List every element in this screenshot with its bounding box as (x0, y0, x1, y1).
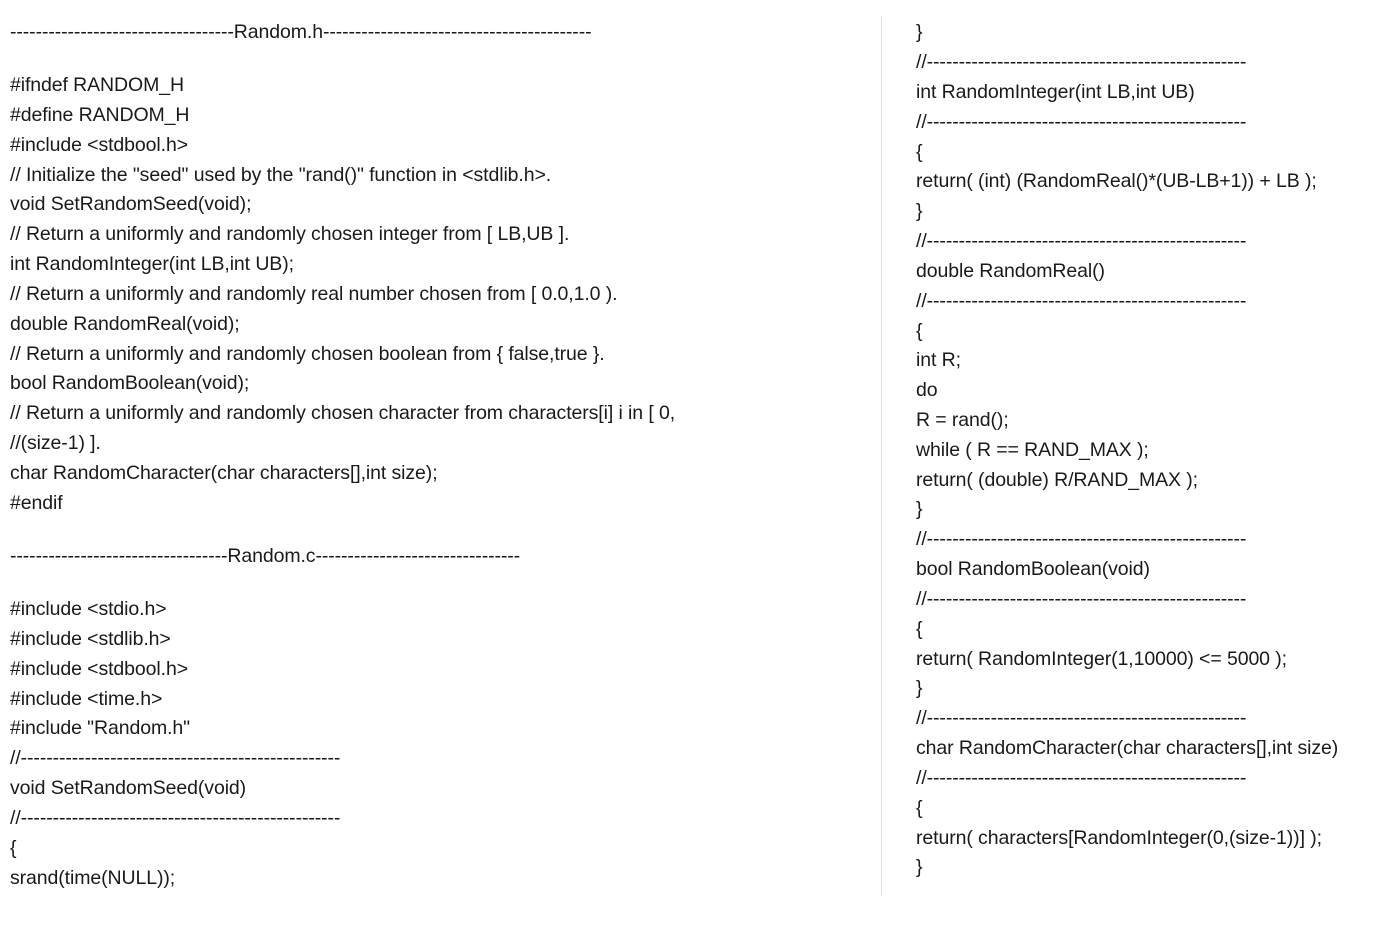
code-line: //-------------------------------------------------- (916, 767, 1247, 789)
code-line: R = rand(); (916, 409, 1009, 431)
code-line: // Return a uniformly and randomly chosen boolean from { false,true }. (10, 343, 605, 365)
code-line: #define RANDOM_H (10, 104, 190, 126)
code-line: do (916, 379, 938, 401)
code-line: int RandomInteger(int LB,int UB); (10, 253, 294, 275)
code-line: while ( R == RAND_MAX ); (916, 439, 1149, 461)
code-line: // Return a uniformly and randomly chosen integer from [ LB,UB ]. (10, 223, 570, 245)
code-line: } (916, 677, 923, 699)
code-line: int R; (916, 349, 961, 371)
code-line: //-------------------------------------------------- (916, 111, 1247, 133)
code-line: bool RandomBoolean(void) (916, 558, 1150, 580)
random-c-header: ----------------------------------Random.c-------------------------------- (10, 545, 521, 567)
code-line: srand(time(NULL)); (10, 867, 176, 889)
code-line: #endif (10, 492, 63, 514)
code-line: } (916, 856, 923, 878)
code-line: { (916, 320, 923, 342)
code-line: { (916, 618, 923, 640)
code-line: #include <stdlib.h> (10, 628, 171, 650)
code-line: //(size-1) ]. (10, 432, 101, 454)
code-line: #include "Random.h" (10, 717, 190, 739)
code-line: } (916, 200, 923, 222)
code-line: int RandomInteger(int LB,int UB) (916, 81, 1195, 103)
column-divider (881, 16, 882, 896)
code-line: bool RandomBoolean(void); (10, 372, 250, 394)
code-line: return( characters[RandomInteger(0,(size-1))] ); (916, 827, 1322, 849)
code-line: //-------------------------------------------------- (916, 230, 1247, 252)
code-line: //-------------------------------------------------- (916, 290, 1247, 312)
code-line: //-------------------------------------------------- (916, 707, 1247, 729)
code-line: { (10, 837, 17, 859)
code-line: return( (int) (RandomReal()*(UB-LB+1)) + LB ); (916, 170, 1317, 192)
code-line: #include <time.h> (10, 688, 163, 710)
code-line: //-------------------------------------------------- (916, 51, 1247, 73)
code-line: // Initialize the "seed" used by the "rand()" function in <stdlib.h>. (10, 164, 552, 186)
code-line: //-------------------------------------------------- (916, 528, 1247, 550)
code-line: void SetRandomSeed(void) (10, 777, 247, 799)
code-line: #include <stdbool.h> (10, 134, 188, 156)
code-line: } (916, 21, 923, 43)
code-line: #ifndef RANDOM_H (10, 74, 184, 96)
code-line: double RandomReal(void); (10, 313, 240, 335)
code-line: double RandomReal() (916, 260, 1105, 282)
code-line: #include <stdbool.h> (10, 658, 188, 680)
code-line: //-------------------------------------------------- (10, 747, 341, 769)
code-line: return( (double) R/RAND_MAX ); (916, 469, 1198, 491)
code-line: void SetRandomSeed(void); (10, 193, 252, 215)
random-h-header: -----------------------------------Random.h------------------------------------------ (10, 21, 592, 43)
code-line: // Return a uniformly and randomly chosen character from characters[i] i in [ 0, (10, 402, 676, 424)
code-line: return( RandomInteger(1,10000) <= 5000 ); (916, 648, 1287, 670)
code-line: #include <stdio.h> (10, 598, 167, 620)
code-line: { (916, 797, 923, 819)
code-line: //-------------------------------------------------- (916, 588, 1247, 610)
code-line: } (916, 498, 923, 520)
code-line: char RandomCharacter(char characters[],int size) (916, 737, 1339, 759)
code-line: char RandomCharacter(char characters[],int size); (10, 462, 438, 484)
code-line: { (916, 141, 923, 163)
code-line: // Return a uniformly and randomly real number chosen from [ 0.0,1.0 ). (10, 283, 618, 305)
code-line: //-------------------------------------------------- (10, 807, 341, 829)
